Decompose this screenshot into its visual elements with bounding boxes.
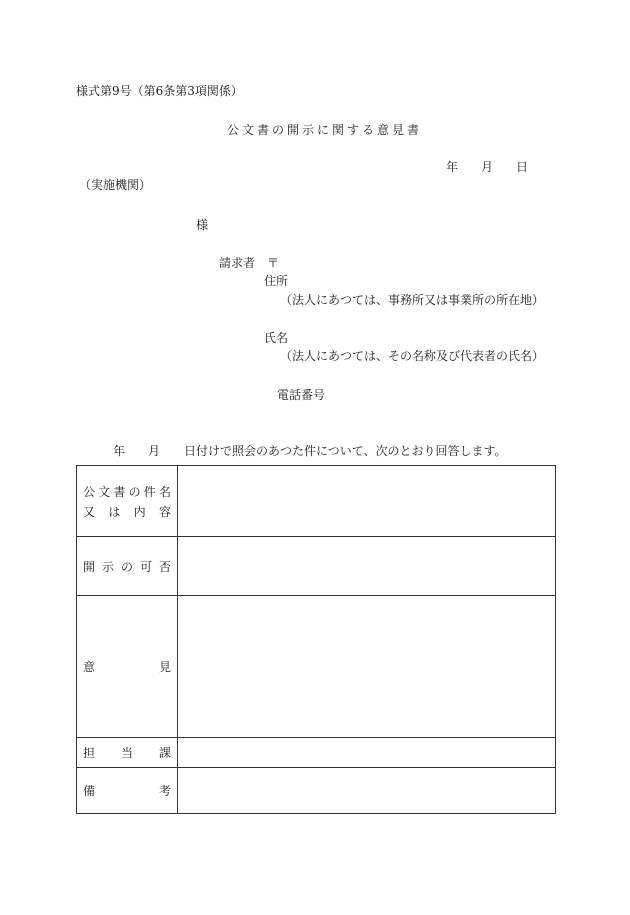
- date-year: 年: [446, 160, 459, 174]
- intro-month: 月: [148, 444, 161, 458]
- opinion-label: 意 見: [77, 596, 178, 738]
- document-label-line1: 公 文 書 の 件 名: [83, 484, 171, 499]
- remarks-field[interactable]: [178, 768, 556, 814]
- table-row-disclosure: [77, 537, 556, 596]
- document-label-line2: 又 は 内 容: [83, 504, 171, 519]
- disclosure-field[interactable]: [178, 537, 556, 596]
- opinion-field[interactable]: [178, 596, 556, 738]
- requester-label: 請求者: [219, 256, 256, 270]
- form-number: 様式第9号（第6条第3項関係）: [76, 84, 243, 98]
- table-row-document: [77, 466, 556, 537]
- remarks-label: 備 考: [77, 768, 178, 814]
- phone-label: 電話番号: [277, 388, 326, 402]
- disclosure-label: 開 示 の 可 否: [77, 537, 178, 596]
- intro-text: 日付けで照会のあつた件について、次のとおり回答します。: [184, 444, 507, 458]
- department-field[interactable]: [178, 738, 556, 768]
- table-row-department: [77, 738, 556, 768]
- postal-mark: 〒: [267, 256, 280, 270]
- date-day: 日: [516, 160, 529, 174]
- response-table: [76, 465, 556, 814]
- table-row-opinion: [77, 596, 556, 738]
- table-row-remarks: [77, 768, 556, 814]
- date-month: 月: [481, 160, 494, 174]
- department-label: 担 当 課: [77, 738, 178, 768]
- page-title: 公文書の開示に関する意見書: [227, 123, 423, 137]
- document-label: [77, 466, 178, 537]
- intro-year: 年: [113, 444, 126, 458]
- address-label: 住所: [264, 274, 289, 288]
- document-field[interactable]: [178, 466, 556, 537]
- name-label: 氏名: [264, 331, 289, 345]
- agency-label: （実施機関）: [79, 178, 152, 192]
- honorific: 様: [196, 218, 209, 232]
- name-note: （法人にあつては、その名称及び代表者の氏名）: [280, 349, 545, 363]
- address-note: （法人にあつては、事務所又は事業所の所在地）: [280, 293, 545, 307]
